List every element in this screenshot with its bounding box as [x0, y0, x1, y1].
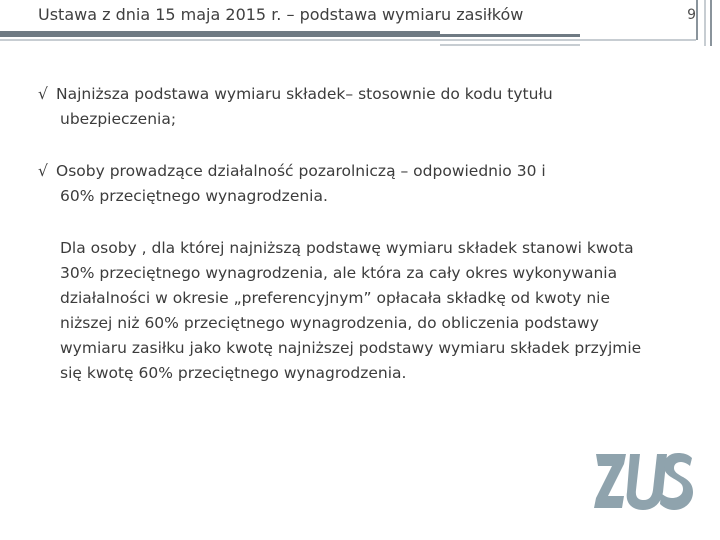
header-rule-light: [0, 39, 696, 41]
check-icon: √: [38, 85, 48, 103]
header-vertical-rule: [704, 0, 706, 46]
bullet-continuation: 60% przeciętnego wynagrodzenia.: [60, 187, 328, 205]
header-vertical-rule: [710, 0, 712, 46]
paragraph-line: Dla osoby , dla której najniższą podstawę wymiaru składek stanowi kwota: [60, 239, 634, 257]
slide-body: [38, 82, 678, 386]
check-icon: √: [38, 162, 48, 180]
bullet-first-line: [38, 159, 678, 184]
header-rule-dark: [0, 34, 580, 37]
slide-number: 9: [687, 7, 696, 23]
bullet-item: [38, 82, 678, 132]
paragraph-line: działalności w okresie „preferencyjnym” opłacała składkę od kwoty nie: [60, 289, 611, 307]
bullet-item: [38, 159, 678, 209]
explanatory-paragraph: [60, 236, 678, 386]
slide-title: Ustawa z dnia 15 maja 2015 r. – podstawa wymiaru zasiłków: [38, 5, 524, 24]
header-vertical-rule: [696, 0, 698, 40]
paragraph-line: niższej niż 60% przeciętnego wynagrodzenia, do obliczenia podstawy: [60, 314, 599, 332]
paragraph-line: wymiaru zasiłku jako kwotę najniższej podstawy wymiaru składek przyjmie: [60, 339, 642, 357]
paragraph-line: się kwotę 60% przeciętnego wynagrodzenia.: [60, 364, 407, 382]
zus-logo: [594, 452, 694, 518]
paragraph-line: 30% przeciętnego wynagrodzenia, ale która za cały okres wykonywania: [60, 264, 618, 282]
bullet-text: Osoby prowadzące działalność pozarolniczą – odpowiednio 30 i: [56, 162, 546, 180]
bullet-continuation: ubezpieczenia;: [60, 110, 177, 128]
bullet-first-line: [38, 82, 678, 107]
bullet-text: Najniższa podstawa wymiaru składek– stosownie do kodu tytułu: [56, 85, 553, 103]
header-rule-light-tip: [440, 44, 580, 46]
